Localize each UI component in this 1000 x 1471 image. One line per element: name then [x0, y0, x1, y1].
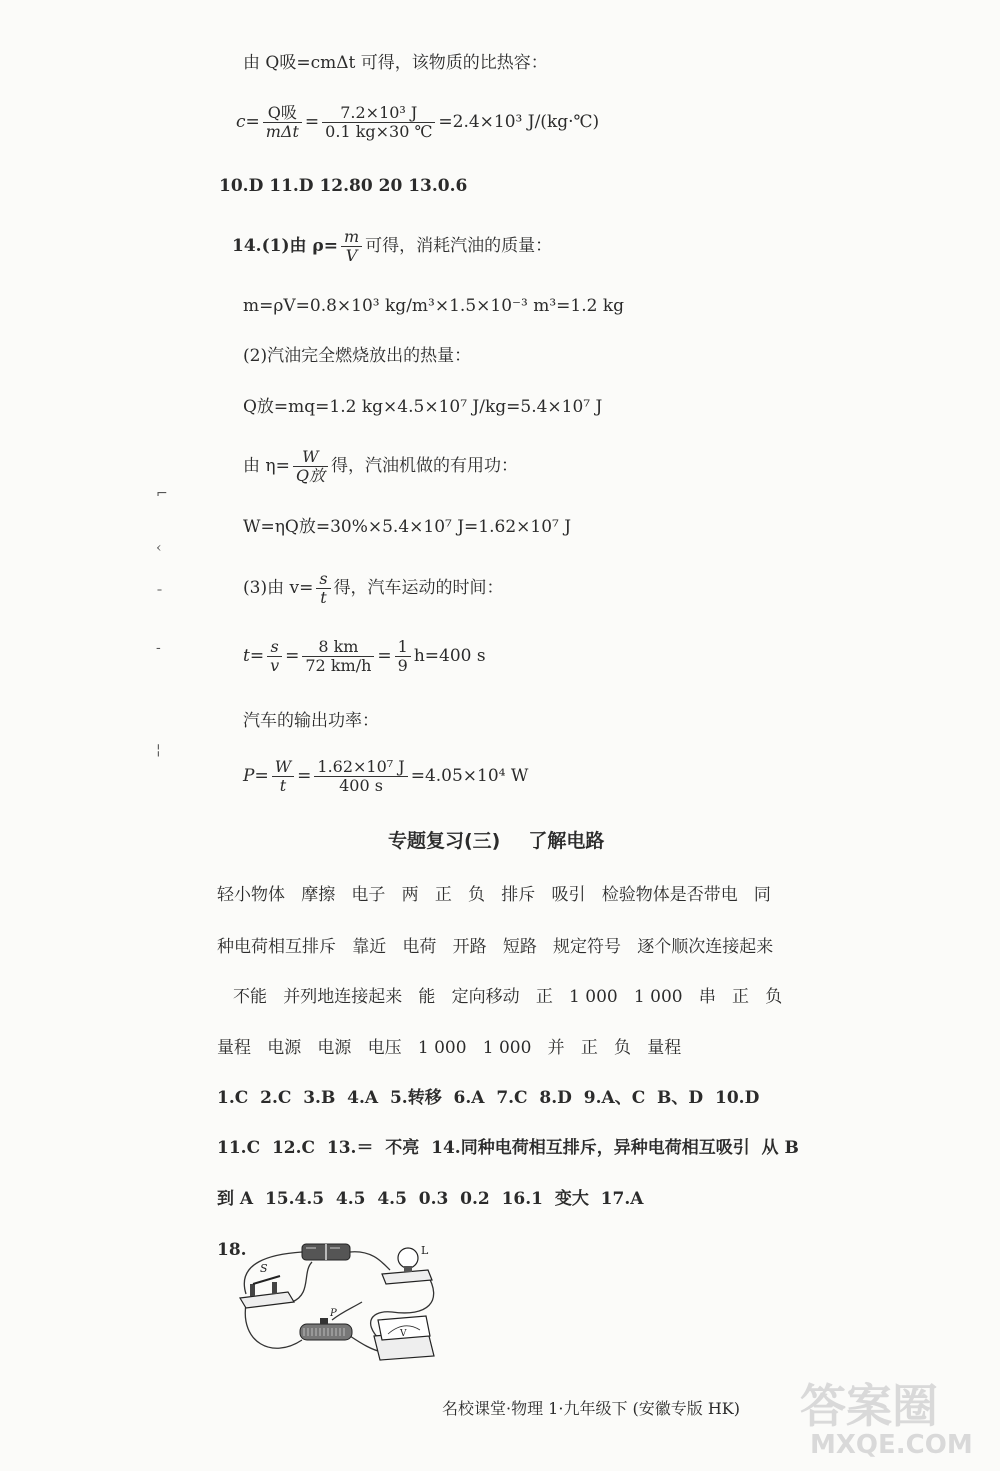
lamp-icon: [382, 1244, 432, 1284]
watermark-logo: 答案圈: [800, 1379, 938, 1433]
fraction: $\frac{1}{9}$: [395, 638, 411, 675]
switch-label: S: [260, 1262, 268, 1275]
wire: [245, 1304, 302, 1348]
answer-line: 到 A 15.4.5 4.5 4.5 0.3 0.2 16.1 变大 17.A: [217, 1189, 644, 1209]
answer-line: 10.D 11.D 12.80 20 13.0.6: [219, 176, 468, 196]
fraction: $\frac{\text{Q吸}}{\text{mΔt}}$: [263, 104, 302, 141]
battery-icon: [302, 1244, 350, 1260]
answer-line: 11.C 12.C 13.＝ 不亮 14.同种电荷相互排斥，异种电荷相互吸引 从 B: [217, 1138, 799, 1158]
voltmeter-icon: [374, 1316, 434, 1360]
fraction: $\frac{s}{t}$: [316, 570, 330, 607]
text-line: 由 η= $\frac{W}{\text{Q放}}$ 得，汽油机做的有用功：: [243, 447, 518, 485]
question-18-label: 18.: [217, 1240, 247, 1260]
formula-power: P= $\frac{W}{t}$ = $\frac{\text{1.62×10⁷ J}}{400 s}$ =4.05×10⁴ W: [243, 757, 529, 795]
fraction: $\frac{W}{\text{Q放}}$: [293, 448, 328, 485]
rheostat-icon: [300, 1308, 352, 1340]
fill-line: 轻小物体 摩擦 电子 两 正 负 排斥 吸引 检验物体是否带电 同: [217, 885, 771, 905]
margin-mark: ‹: [156, 540, 162, 556]
fraction: $\frac{s}{v}$: [267, 638, 282, 675]
fraction: $\frac{W}{t}$: [272, 758, 294, 795]
text-line: (3)由 v= $\frac{s}{t}$ 得，汽车运动的时间：: [243, 569, 504, 607]
circuit-figure: [232, 1232, 442, 1370]
margin-mark: ⌐: [156, 486, 168, 502]
text-line: 汽车的输出功率：: [243, 711, 379, 731]
fill-line: 量程 电源 电源 电压 1 000 1 000 并 正 负 量程: [217, 1038, 682, 1058]
section-title: 专题复习(三) 了解电路: [388, 830, 605, 852]
fill-line: 不能 并列地连接起来 能 定向移动 正 1 000 1 000 串 正 负: [233, 987, 783, 1007]
fill-line: 种电荷相互排斥 靠近 电荷 开路 短路 规定符号 逐个顺次连接起来: [217, 937, 774, 957]
formula-mass: m=ρV=0.8×10³ kg/m³×1.5×10⁻³ m³=1.2 kg: [243, 296, 625, 316]
fraction: $\frac{\text{1.62×10⁷ J}}{400 s}$: [314, 758, 407, 795]
formula-heat: Q放=mq=1.2 kg×4.5×10⁷ J/kg=5.4×10⁷ J: [243, 397, 603, 417]
text-line: 由 Q吸=cmΔt 可得，该物质的比热容：: [243, 53, 548, 73]
lamp-label: L: [421, 1244, 429, 1257]
text-line: (2)汽油完全燃烧放出的热量：: [243, 346, 472, 366]
watermark-url: MXQE.COM: [810, 1430, 973, 1460]
meter-label: V: [400, 1329, 407, 1339]
margin-mark: ˉ: [156, 588, 163, 604]
fraction: $\frac{m}{V}$: [341, 228, 362, 265]
fraction: $\frac{\text{7.2×10³ J}}{0.1 kg\times 30 ℃}$: [322, 104, 435, 141]
formula-specific-heat: c= $\frac{\text{Q吸}}{\text{mΔt}}$ = $\frac{\text{7.2×10³ J}}{0.1 kg\times 30 ℃}$ =2.4×10³ J/(kg·℃): [236, 103, 600, 141]
wire: [350, 1252, 390, 1270]
wire: [292, 1262, 312, 1302]
page-footer: 名校课堂·物理 1·九年级下 (安徽专版 HK): [442, 1399, 741, 1418]
margin-mark: -: [156, 640, 161, 656]
switch-icon: [240, 1262, 294, 1308]
text-line: 14.(1)由 ρ= $\frac{m}{V}$ 可得，消耗汽油的质量：: [232, 227, 553, 265]
margin-mark: ¦: [156, 742, 161, 758]
answer-line: 1.C 2.C 3.B 4.A 5.转移 6.A 7.C 8.D 9.A、C B、D 10.D: [217, 1088, 760, 1108]
slider-label: P: [330, 1308, 337, 1319]
fraction: $\frac{8 km}{72 km/h}$: [302, 638, 374, 675]
formula-time: t= $\frac{s}{v}$ = $\frac{8 km}{72 km/h}$ = $\frac{1}{9}$ h=400 s: [243, 637, 486, 675]
formula-work: W=ηQ放=30%×5.4×10⁷ J=1.62×10⁷ J: [243, 517, 572, 537]
